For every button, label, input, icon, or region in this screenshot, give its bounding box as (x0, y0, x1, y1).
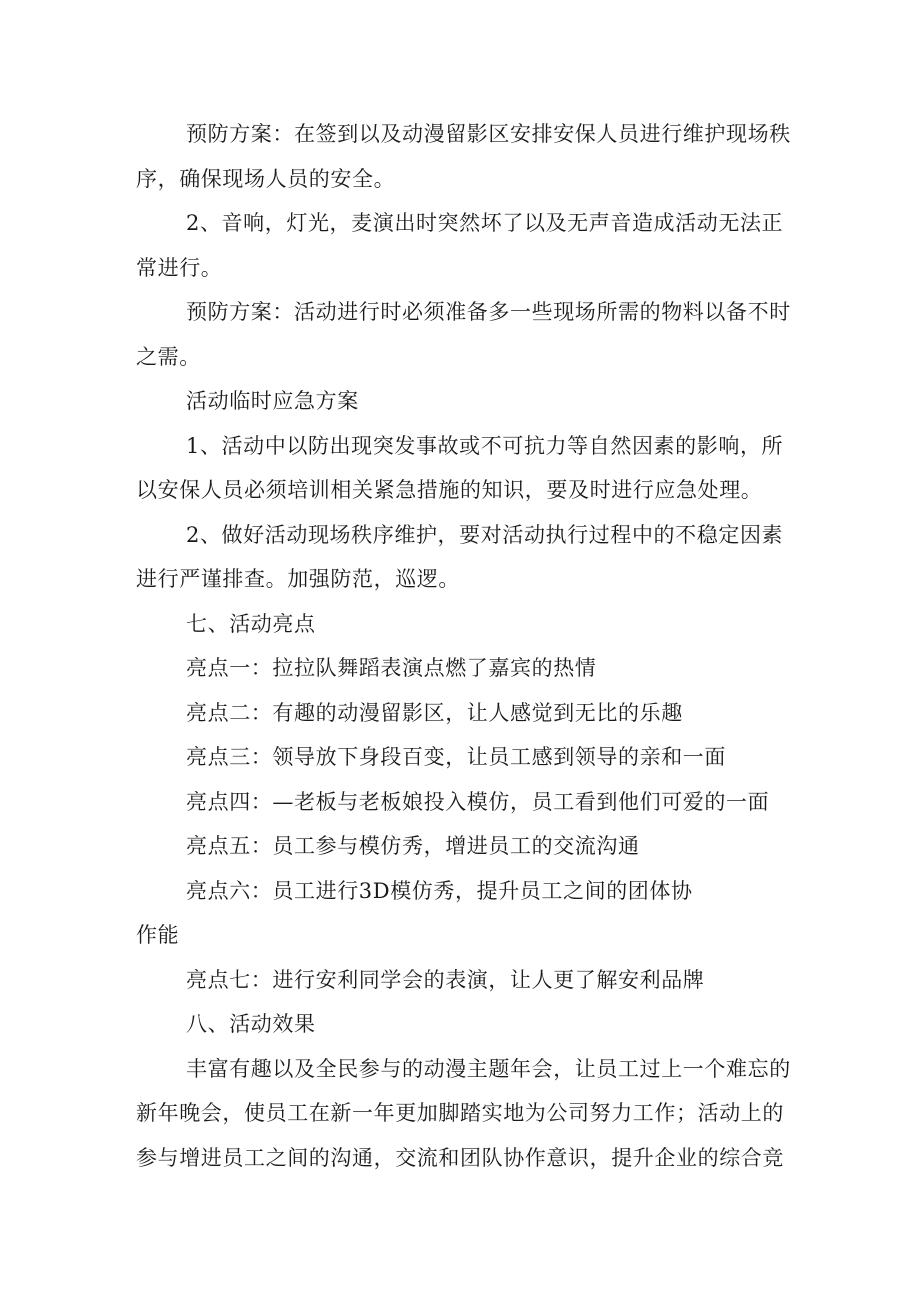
text-line: 新年晚会，使员工在新一年更加脚踏实地为公司努力工作；活动上的 (136, 1101, 784, 1125)
highlight-item: 亮点五：员工参与模仿秀，增进员工的交流沟通 (186, 834, 640, 858)
highlight-item: 亮点二：有趣的动漫留影区，让人感觉到无比的乐趣 (186, 700, 683, 725)
text-line: 1、活动中以防出现突发事故或不可抗力等自然因素的影响，所 (186, 433, 784, 458)
text-line: 进行严谨排查。加强防范，巡逻。 (136, 567, 460, 591)
highlight-item: 亮点七：进行安利同学会的表演，让人更了解安利品牌 (186, 967, 705, 992)
text-line: 序，确保现场人员的安全。 (136, 166, 396, 191)
highlight-item: 亮点四：—老板与老板娘投入模仿，员工看到他们可爱的一面 (186, 789, 770, 814)
document-body (136, 112, 791, 1180)
section-heading: 活动临时应急方案 (186, 389, 359, 413)
text-line: 丰富有趣以及全民参与的动漫主题年会，让员工过上一个难忘的 (186, 1056, 791, 1081)
highlight-item: 亮点一：拉拉队舞蹈表演点燃了嘉宾的热情 (186, 656, 597, 680)
text-line: 作能 (136, 923, 180, 947)
text-line: 2、音响，灯光，麦演出时突然坏了以及无声音造成活动无法正 (186, 211, 784, 235)
section-heading: 七、活动亮点 (186, 611, 316, 636)
text-line: 预防方案：在签到以及动漫留影区安排安保人员进行维护现场秩 (186, 122, 791, 146)
text-line: 2、做好活动现场秩序维护，要对活动执行过程中的不稳定因素 (186, 522, 784, 547)
highlight-item: 亮点六：员工进行3D模仿秀，提升员工之间的团体协 (186, 878, 693, 903)
highlight-item: 亮点三：领导放下身段百变，让员工感到领导的亲和一面 (186, 745, 726, 769)
section-heading: 八、活动效果 (186, 1012, 316, 1036)
text-line: 预防方案：活动进行时必须准备多一些现场所需的物料以备不时 (186, 300, 791, 324)
text-line: 常进行。 (136, 255, 223, 280)
text-line: 之需。 (136, 344, 201, 369)
text-line: 以安保人员必须培训相关紧急措施的知识，要及时进行应急处理。 (136, 478, 763, 502)
text-line: 参与增进员工之间的沟通，交流和团队协作意识，提升企业的综合竞 (136, 1145, 784, 1170)
